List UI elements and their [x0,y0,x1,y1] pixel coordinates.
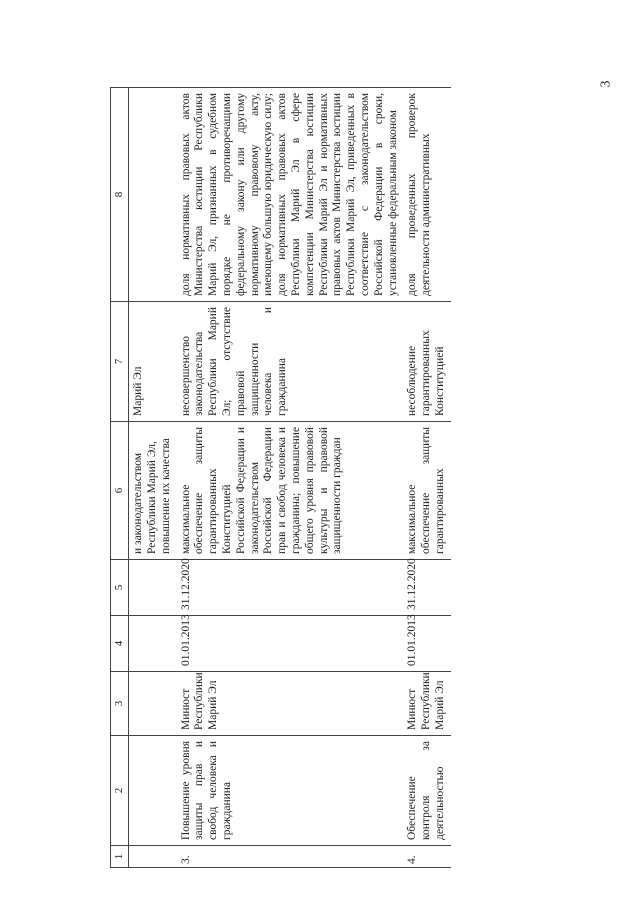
executor: Минюст Республики Марий Эл [403,672,450,736]
continued-result-cell: и законодательством Республики Марий Эл, повышение их качества [129,422,177,560]
cell-empty [129,736,177,846]
page-number: 3 [598,80,614,88]
measure-name: Повышение уровня защиты прав и свобод человека и гражданина [177,736,404,846]
expected-result: максимальное обеспечение защиты гарантированных [403,422,450,560]
col-header-4: 4 [111,616,129,672]
cell-empty [129,616,177,672]
related-indicators: доля нормативных правовых актов Министерства юстиции Республики Марий Эл, признанных в судебном порядке не противоречащими федеральному закону или другому нормативному правовому акту, имеющему большую юридическую силу; доля нормативных правовых актов Республики Марий Эл в сфере компетенции Министерства юстиции Республики Марий Эл и нормативных правовых актов Министерства юстиции Республики Марий Эл, приведенных в соответствие с законодательством Российской Федерации в сроки, установленные федеральным законом [177,88,404,302]
cell-empty [129,88,177,302]
table-row [403,88,450,868]
non-implementation-consequences: несовершенство законодательства Республики Марий Эл; отсутствие правовой защищенности человека и гражданина [177,302,404,422]
start-date: 01.01.2013 [403,616,450,672]
non-implementation-consequences: несоблюдение гарантированных Конституцией [403,302,450,422]
executor: Минюст Республики Марий Эл [177,672,404,736]
col-header-6: 6 [111,422,129,560]
col-header-3: 3 [111,672,129,736]
row-number: 3. [177,846,404,868]
cell-empty [129,846,177,868]
end-date: 31.12.2020 [177,560,404,616]
cell-empty [129,560,177,616]
related-indicators: доля проведенных проверок деятельности административных [403,88,450,302]
program-measures-table [110,87,451,868]
measure-name: Обеспечение контроля за деятельностью [403,736,450,846]
col-header-1: 1 [111,846,129,868]
cell-empty [129,672,177,736]
col-header-2: 2 [111,736,129,846]
column-number-row [111,88,129,868]
col-header-5: 5 [111,560,129,616]
expected-result: максимальное обеспечение защиты гарантированных Конституцией Российской Федерации и законодательством Российской Федерации прав и свобод человека и гражданина; повышение общего уровня правовой культуры и правовой защищенности граждан [177,422,404,560]
table-row [177,88,404,868]
continued-consequences-cell: Марий Эл [129,302,177,422]
rotated-table-sheet [110,88,540,868]
row-number: 4. [403,846,450,868]
col-header-7: 7 [111,302,129,422]
end-date: 31.12.2020 [403,560,450,616]
continued-row [129,88,177,868]
start-date: 01.01.2013 [177,616,404,672]
col-header-8: 8 [111,88,129,302]
